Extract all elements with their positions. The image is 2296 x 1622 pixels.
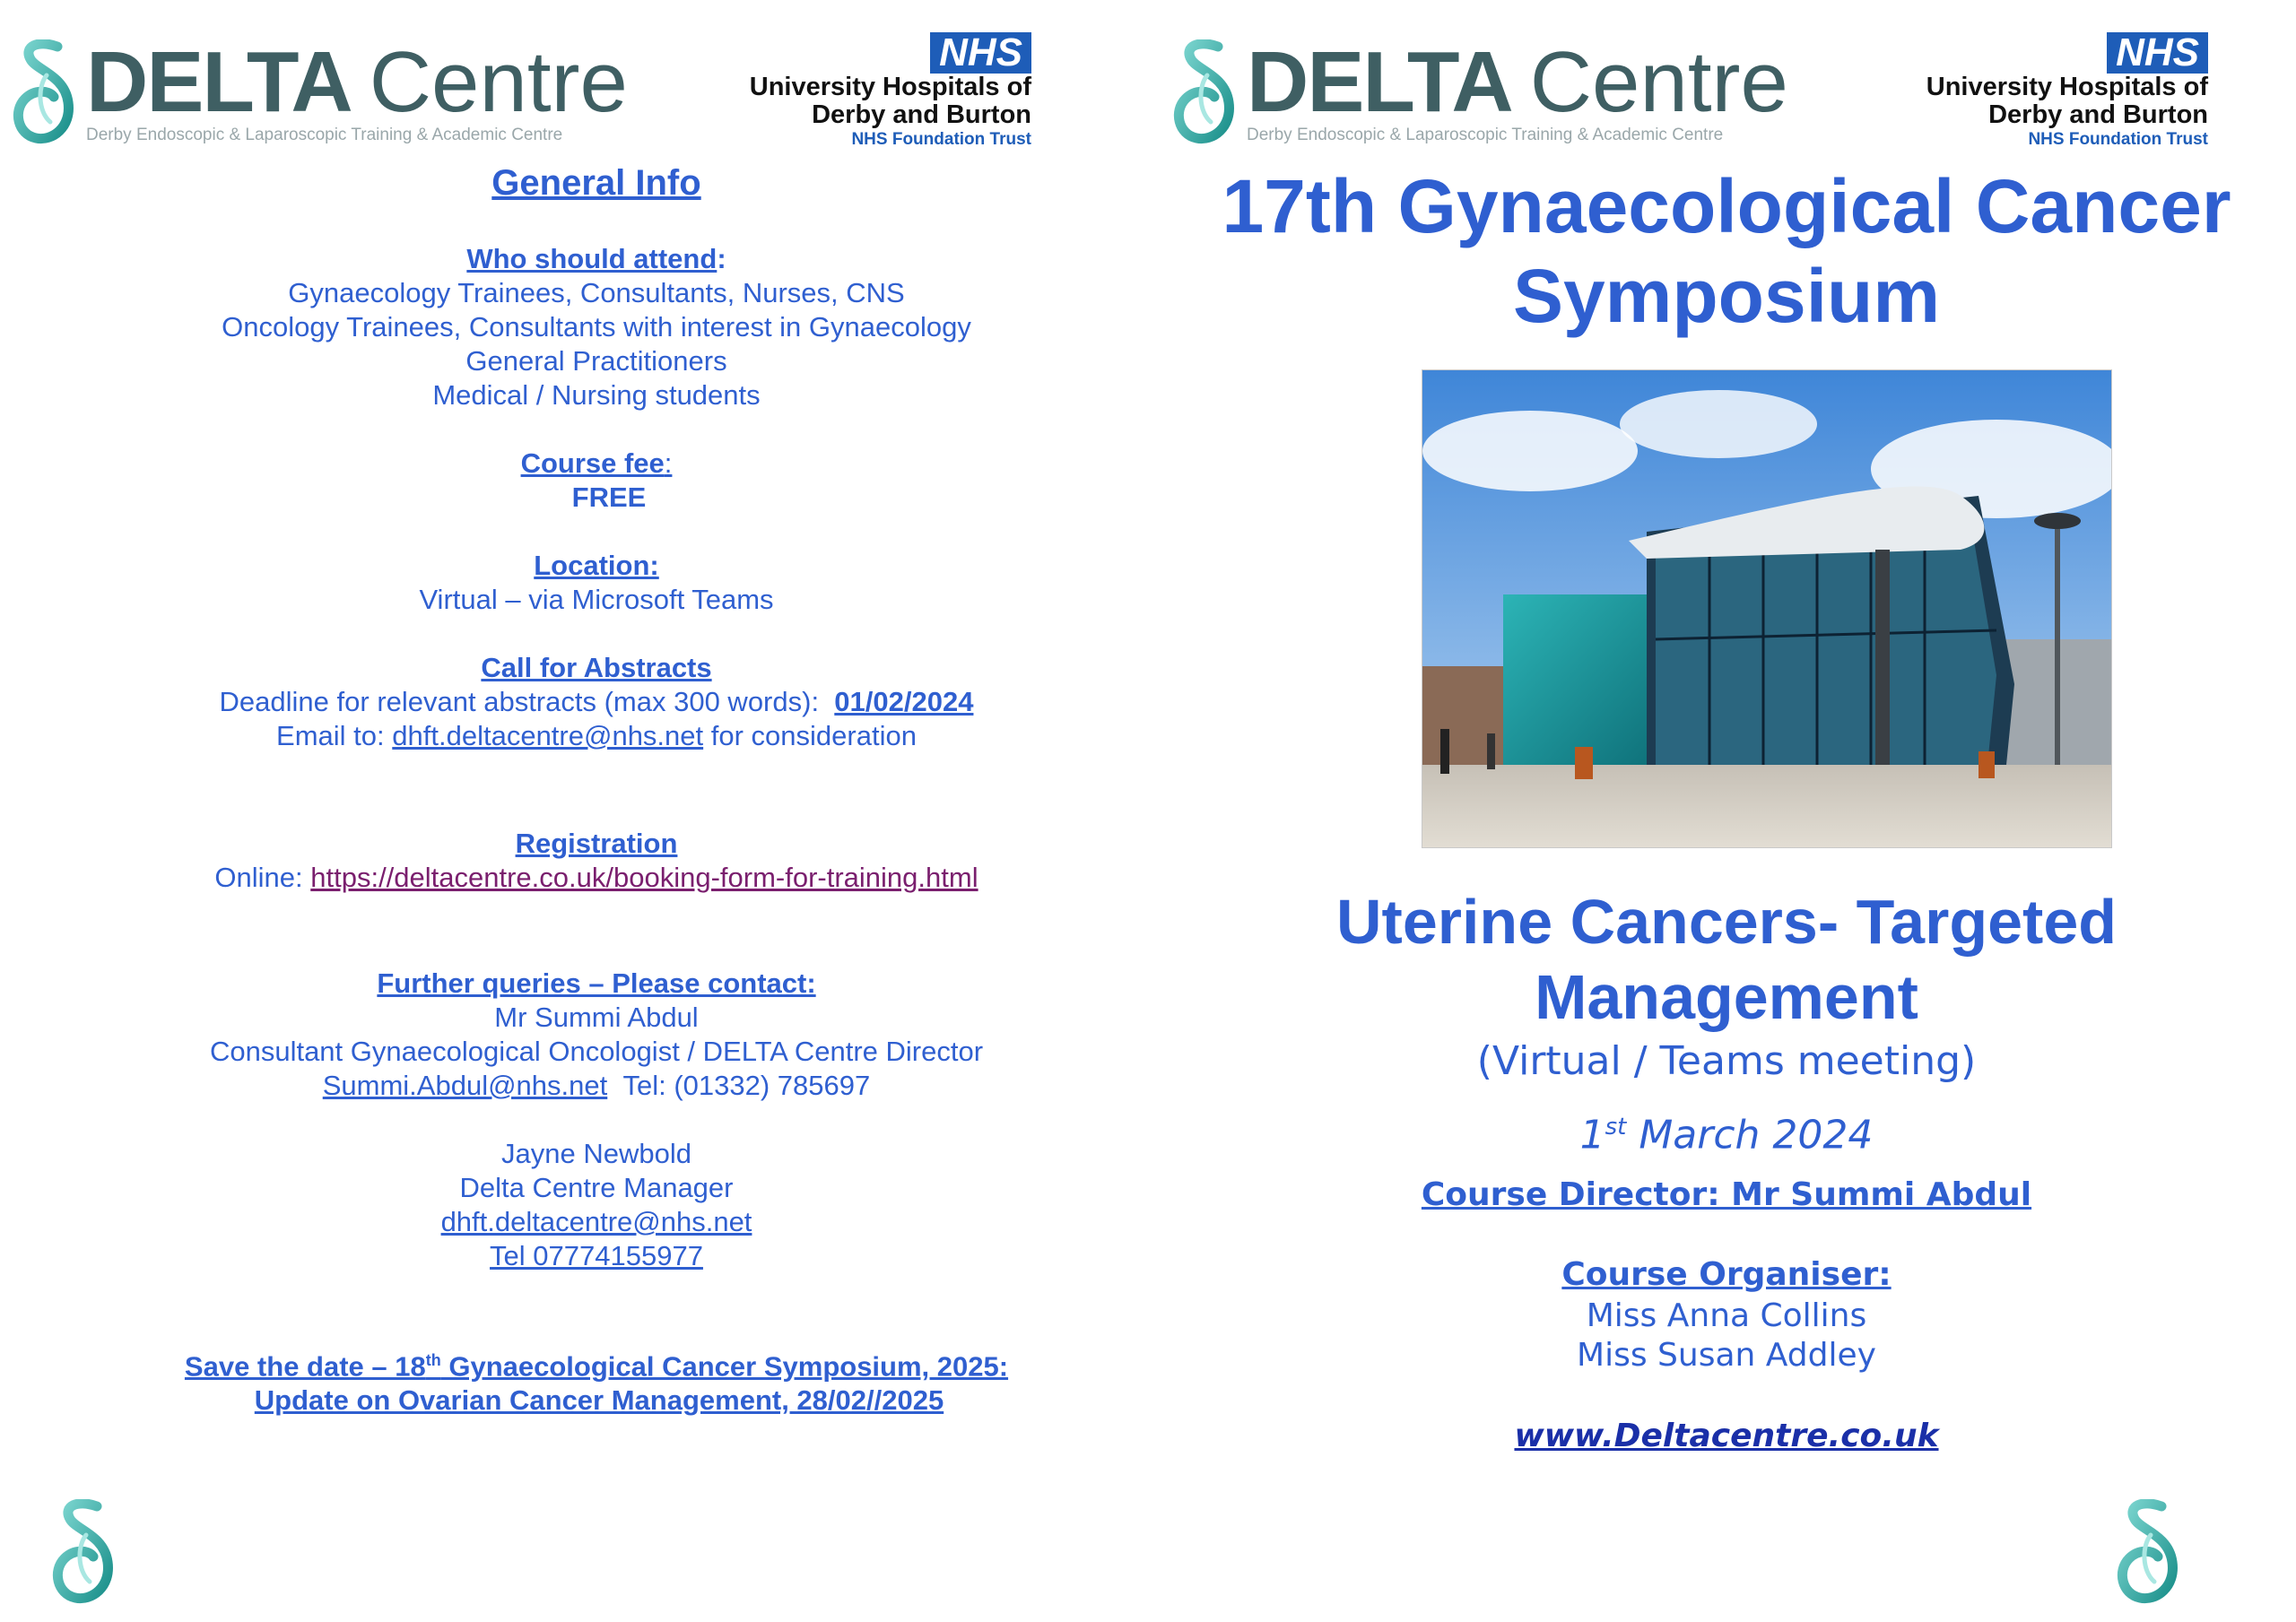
location-value: Virtual – via Microsoft Teams (419, 584, 774, 615)
nhs-logo-right (1921, 32, 2208, 151)
nhs-line2: Derby and Burton (812, 100, 1031, 129)
contact1-email-link[interactable]: Summi.Abdul@nhs.net (322, 1070, 608, 1101)
save-the-date-line1 (90, 1343, 1103, 1383)
contact2-tel: Tel 07774155977 (490, 1240, 703, 1271)
meeting-format: (Virtual / Teams meeting) (1476, 1038, 1977, 1084)
email-prefix: Email to: (276, 720, 385, 751)
registration-row (90, 861, 1103, 895)
website-link[interactable]: www.Deltacentre.co.uk (1514, 1417, 1939, 1454)
nhs-logo-left (744, 32, 1031, 151)
who-heading: Who should attend (466, 243, 718, 274)
nhs-badge: NHS (2107, 32, 2208, 74)
contact2-email-link[interactable]: dhft.deltacentre@nhs.net (440, 1206, 752, 1237)
abstracts-deadline-text: Deadline for relevant abstracts (max 300 words): (219, 686, 820, 717)
brand-tagline: Derby Endoscopic & Laparoscopic Training & Academic Centre (86, 126, 563, 144)
fee-value: FREE (571, 481, 647, 513)
course-subtitle-line2: Management (1535, 962, 1918, 1032)
save-date-pre: Save the date – 18 (184, 1350, 426, 1383)
course-director: Course Director: Mr Summi Abdul (1421, 1175, 2032, 1213)
save-date-post: Gynaecological Cancer Symposium, 2025: (440, 1350, 1009, 1383)
delta-swirl-icon (1171, 39, 1239, 145)
event-date (1112, 1096, 2296, 1167)
delta-logo-left (11, 34, 628, 145)
brand-delta: DELTA (1247, 34, 1512, 130)
nhs-badge: NHS (930, 32, 1031, 74)
delta-logo-right (1171, 34, 1788, 145)
date-rest: March 2024 (1626, 1112, 1874, 1158)
general-info-heading: General Info (491, 163, 701, 203)
symposium-title-line1: 17th Gynaecological Cancer (1222, 164, 2231, 248)
abstracts-email-row (90, 719, 1103, 753)
general-info-panel (90, 158, 1103, 1418)
abstracts-heading: Call for Abstracts (481, 652, 712, 683)
fee-heading-row (90, 447, 1103, 481)
abstracts-deadline (90, 685, 1103, 719)
hospital-building-photo (1422, 369, 2112, 848)
contact1-details (90, 1069, 1103, 1103)
symposium-title-line2: Symposium (1512, 254, 1941, 338)
registration-link[interactable]: https://deltacentre.co.uk/booking-form-for-training.html (310, 862, 978, 893)
location-heading: Location: (534, 550, 659, 581)
course-organiser-heading: Course Organiser: (1561, 1255, 1892, 1293)
abstracts-deadline-date: 01/02/2024 (834, 686, 974, 717)
registration-prefix: Online: (214, 862, 303, 893)
email-suffix: for consideration (710, 720, 917, 751)
event-details-block (1193, 884, 2296, 1458)
nhs-line2: Derby and Burton (1988, 100, 2208, 129)
delta-swirl-icon (11, 39, 79, 145)
fee-heading: Course fee (520, 447, 665, 479)
brand-centre: Centre (1529, 34, 1788, 130)
organiser-name: Miss Anna Collins (1586, 1297, 1867, 1334)
brand-centre: Centre (369, 34, 628, 130)
who-line: Oncology Trainees, Consultants with interest in Gynaecology (222, 311, 971, 343)
brand-delta: DELTA (86, 34, 352, 130)
who-heading-row (90, 242, 1103, 276)
fee-colon: : (664, 447, 673, 479)
contact1-role: Consultant Gynaecological Oncologist / DELTA Centre Director (209, 1036, 984, 1067)
contact1-name: Mr Summi Abdul (494, 1002, 699, 1033)
course-subtitle-line1: Uterine Cancers- Targeted (1335, 887, 2118, 957)
save-date-sup: th (425, 1351, 441, 1369)
who-colon: : (717, 243, 726, 274)
symposium-title-block (1193, 161, 2296, 341)
delta-swirl-icon (2115, 1499, 2183, 1605)
nhs-line1: University Hospitals of (1926, 73, 2208, 101)
queries-heading: Further queries – Please contact: (377, 967, 816, 999)
registration-heading: Registration (515, 828, 678, 859)
abstracts-email-link[interactable]: dhft.deltacentre@nhs.net (392, 720, 704, 751)
contact1-tel: Tel: (01332) 785697 (622, 1070, 871, 1101)
who-line: General Practitioners (465, 345, 727, 377)
nhs-line1: University Hospitals of (749, 73, 1031, 101)
organiser-name: Miss Susan Addley (1577, 1336, 1876, 1374)
nhs-trust: NHS Foundation Trust (2028, 130, 2208, 149)
who-line: Gynaecology Trainees, Consultants, Nurses, CNS (288, 277, 905, 308)
date-sup: st (1605, 1114, 1627, 1141)
contact2-role: Delta Centre Manager (459, 1172, 734, 1203)
nhs-trust: NHS Foundation Trust (851, 130, 1031, 149)
contact2-email-row (90, 1205, 1103, 1239)
contact2-name: Jayne Newbold (501, 1138, 691, 1169)
date-day: 1 (1579, 1112, 1605, 1158)
brand-tagline: Derby Endoscopic & Laparoscopic Training & Academic Centre (1247, 126, 1724, 144)
delta-swirl-icon (50, 1499, 118, 1605)
who-line: Medical / Nursing students (432, 379, 761, 411)
save-the-date-line2: Update on Ovarian Cancer Management, 28/02//2025 (254, 1384, 944, 1417)
